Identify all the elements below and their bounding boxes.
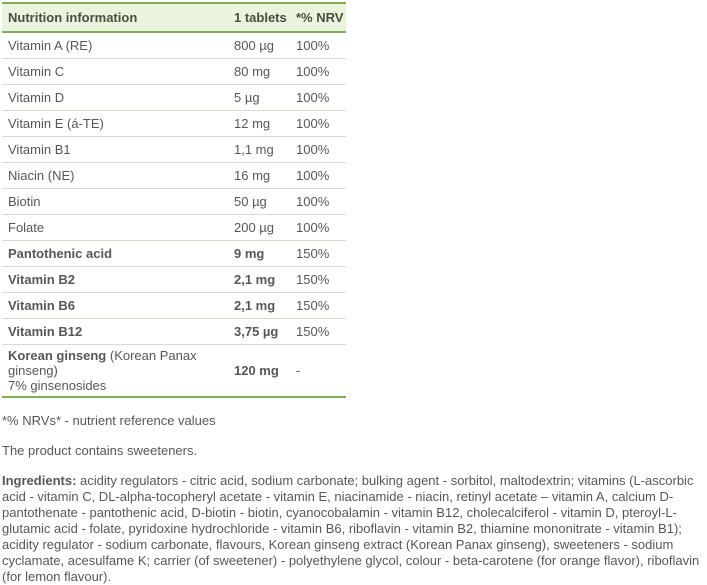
- nutrient-nrv: 100%: [296, 168, 330, 183]
- ginseng-name-line1: [8, 348, 234, 378]
- nutrient-name: Pantothenic acid: [8, 246, 113, 261]
- nutrient-name: [2, 348, 234, 393]
- ginseng-name-bold: Korean ginseng: [8, 348, 107, 363]
- nutrient-nrv: 150%: [296, 272, 330, 287]
- table-row-vitamin-a: [2, 33, 346, 58]
- nutrient-amount: 50 µg: [234, 194, 267, 209]
- header-nrv-percent: *% NRV: [296, 10, 344, 25]
- table-row-vitamin-e: [2, 110, 346, 136]
- header-nutrition-information: Nutrition information: [8, 10, 138, 25]
- nutrient-amount: 3,75 µg: [234, 324, 279, 339]
- nutrient-name: Folate: [8, 220, 45, 235]
- table-row-folate: [2, 214, 346, 240]
- nutrient-amount: 200 µg: [234, 220, 275, 235]
- nutrient-name: Niacin (NE): [8, 168, 75, 183]
- nutrient-nrv: 100%: [296, 116, 330, 131]
- table-row-biotin: [2, 188, 346, 214]
- nutrient-amount: 12 mg: [234, 116, 271, 131]
- table-row-vitamin-b1: [2, 136, 346, 162]
- nutrient-name: Vitamin C: [8, 64, 65, 79]
- table-row-vitamin-c: [2, 58, 346, 84]
- ingredients-label: Ingredients:: [2, 473, 77, 488]
- nutrient-nrv: 100%: [296, 90, 330, 105]
- table-row-vitamin-b6: [2, 292, 346, 318]
- nutrient-name: Vitamin B6: [8, 298, 75, 313]
- nutrient-name: Vitamin A (RE): [8, 38, 93, 53]
- nutrient-name: Vitamin D: [8, 90, 65, 105]
- nutrient-nrv: 100%: [296, 38, 330, 53]
- nutrient-amount: 2,1 mg: [234, 298, 276, 313]
- nutrient-nrv: 150%: [296, 246, 330, 261]
- ginseng-name-line2: 7% ginsenosides: [8, 378, 107, 393]
- nutrient-name: Vitamin B12: [8, 324, 83, 339]
- nutrient-amount: 120 mg: [234, 363, 279, 378]
- nutrition-table: [2, 2, 346, 398]
- table-row-korean-ginseng: [2, 344, 346, 396]
- nutrition-table-body: [2, 33, 346, 396]
- nutrient-nrv: 150%: [296, 298, 330, 313]
- nutrition-table-header: [2, 4, 346, 33]
- table-row-pantothenic-acid: [2, 240, 346, 266]
- ingredients-text: acidity regulators - citric acid, sodium carbonate; bulking agent - sorbitol, maltodextrin; vitamins (L-ascorbic acid - vitamin C, DL-alpha-tocopheryl acetate - vitamin E, niacinamide - niacin, retinyl acetate – vitamin A, calcium D-pantothenate - pantothenic acid, D-biotin - biotin, cyanocobalamin - vitamin B12, cholecalciferol - vitamin D, pteroyl-L-glutamic acid - folate, pyridoxine hydrochloride - vitamin B6, riboflavin - vitamin B2, thiamine mononitrate - vitamin B1); acidity regulator - sodium carbonate, flavours, Korean ginseng extract (Korean Panax ginseng), sweeteners - sodium cyclamate, acesulfame K; carrier (of sweetener) - polyethylene glycol, colour - beta-carotene (for orange flavor), riboflavin (for lemon flavour).: [2, 473, 700, 584]
- nutrient-nrv: 150%: [296, 324, 330, 339]
- sweeteners-note: The product contains sweeteners.: [2, 443, 198, 458]
- nutrient-nrv: 100%: [296, 220, 330, 235]
- nutrient-name: Vitamin B1: [8, 142, 71, 157]
- nutrient-name: Vitamin B2: [8, 272, 75, 287]
- nutrient-amount: 1,1 mg: [234, 142, 274, 157]
- nrv-footnote: *% NRVs* - nutrient reference values: [2, 413, 216, 428]
- nutrient-name: Biotin: [8, 194, 41, 209]
- nutrient-nrv: 100%: [296, 142, 330, 157]
- nutrient-amount: 800 µg: [234, 38, 275, 53]
- nutrient-amount: 2,1 mg: [234, 272, 276, 287]
- header-serving-size: 1 tablets: [234, 10, 287, 25]
- table-row-vitamin-b2: [2, 266, 346, 292]
- nutrient-amount: 9 mg: [234, 246, 265, 261]
- ginseng-name-rest: (Korean Panax ginseng): [8, 348, 197, 378]
- table-row-vitamin-d: [2, 84, 346, 110]
- nutrient-amount: 16 mg: [234, 168, 271, 183]
- ingredients-paragraph: [2, 473, 703, 585]
- nutrient-nrv: -: [296, 363, 301, 378]
- nutrient-nrv: 100%: [296, 64, 330, 79]
- table-row-niacin: [2, 162, 346, 188]
- table-row-vitamin-b12: [2, 318, 346, 344]
- nutrient-amount: 5 µg: [234, 90, 260, 105]
- nutrient-amount: 80 mg: [234, 64, 271, 79]
- nutrient-name: Vitamin E (á-TE): [8, 116, 104, 131]
- nutrient-nrv: 100%: [296, 194, 330, 209]
